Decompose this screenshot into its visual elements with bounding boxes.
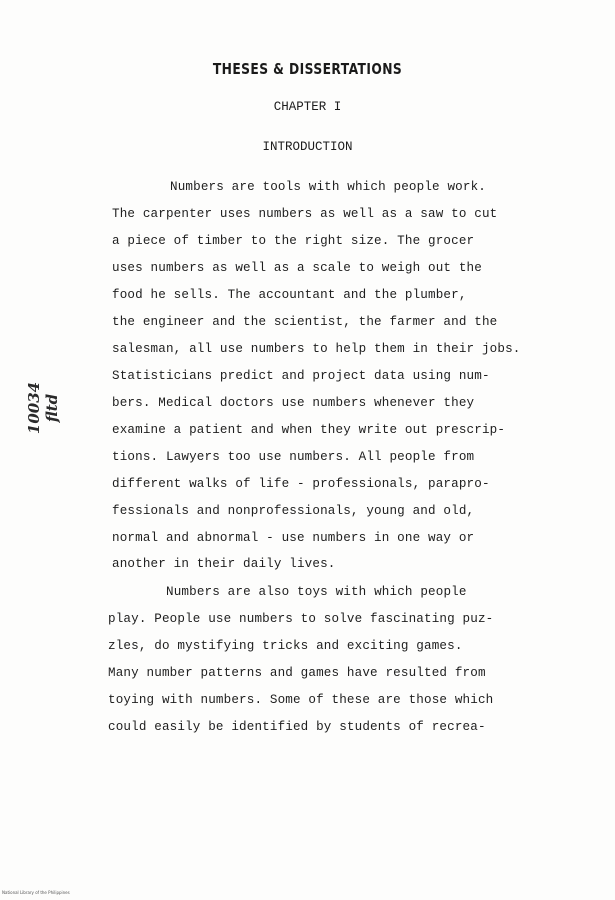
body-line: different walks of life - professionals, parapro- (112, 477, 490, 491)
body-line: Statisticians predict and project data using num- (112, 369, 490, 383)
body-line: examine a patient and when they write out prescrip- (112, 423, 506, 437)
body-line: Numbers are tools with which people work. (170, 180, 487, 194)
body-line: another in their daily lives. (112, 557, 336, 571)
body-line: toying with numbers. Some of these are those which (108, 693, 494, 707)
margin-note-text: 10034 fltd (25, 381, 61, 435)
body-line: bers. Medical doctors use numbers whenever they (112, 396, 475, 410)
body-line: salesman, all use numbers to help them in their jobs. (112, 342, 521, 356)
body-line: Many number patterns and games have resulted from (108, 666, 486, 680)
library-footer: National Library of the Philippines (2, 890, 70, 895)
body-line: the engineer and the scientist, the farmer and the (112, 315, 498, 329)
body-line: play. People use numbers to solve fascinating puz- (108, 612, 494, 626)
handwritten-margin-note (18, 360, 68, 440)
chapter-heading: CHAPTER I (273, 100, 342, 114)
body-line: fessionals and nonprofessionals, young and old, (112, 504, 475, 518)
body-line: tions. Lawyers too use numbers. All people from (112, 450, 475, 464)
body-line: uses numbers as well as a scale to weigh out the (112, 261, 482, 275)
body-line: zles, do mystifying tricks and exciting games. (108, 639, 463, 653)
body-line: could easily be identified by students of recrea- (108, 720, 486, 734)
body-line: a piece of timber to the right size. The grocer (112, 234, 475, 248)
body-line: Numbers are also toys with which people (166, 585, 467, 599)
section-title: INTRODUCTION (262, 140, 353, 154)
theses-stamp: THESES & DISSERTATIONS (212, 60, 403, 78)
body-line: normal and abnormal - use numbers in one way or (112, 531, 475, 545)
body-line: The carpenter uses numbers as well as a saw to cut (112, 207, 498, 221)
body-line: food he sells. The accountant and the plumber, (112, 288, 467, 302)
